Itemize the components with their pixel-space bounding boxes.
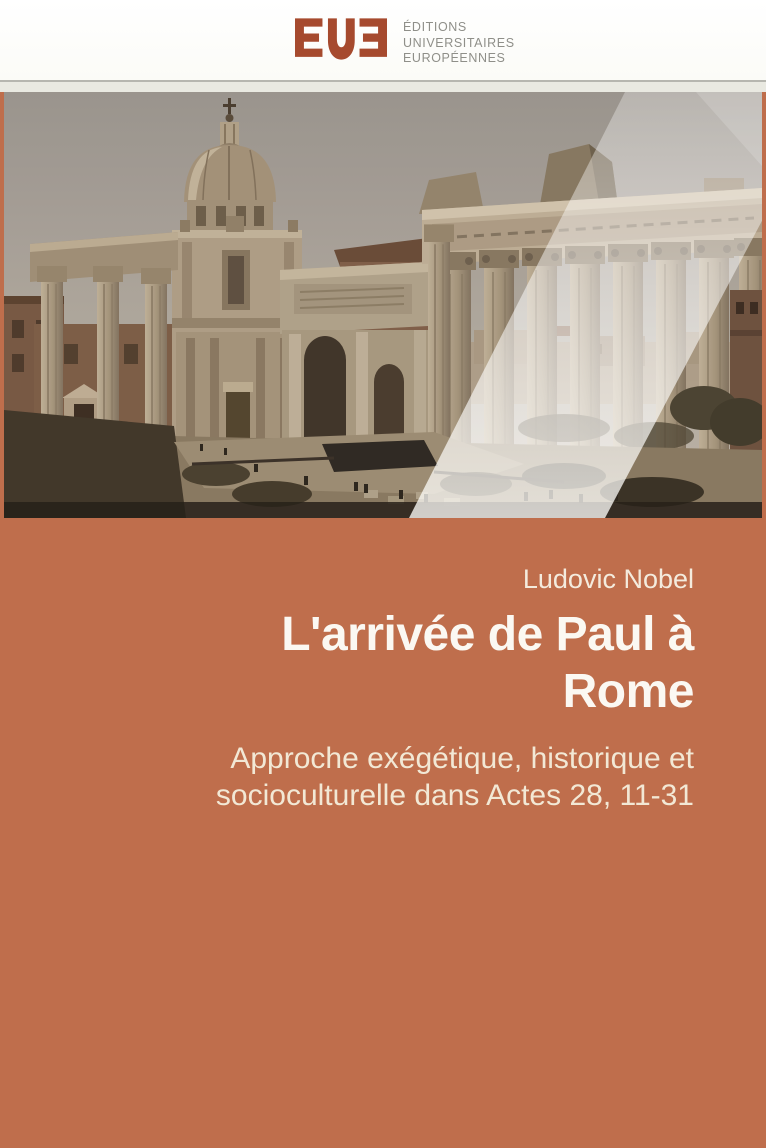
book-title-line: L'arrivée de Paul à: [281, 608, 694, 661]
book-title-line: Rome: [562, 665, 694, 718]
publisher-logo: [295, 12, 515, 67]
book-title: [90, 606, 694, 720]
book-subtitle-line: Approche exégétique, historique et: [230, 742, 694, 775]
publisher-name-line: ÉDITIONS: [403, 20, 467, 34]
book-subtitle-line: socioculturelle dans Actes 28, 11-31: [215, 779, 694, 812]
cover-photo: [4, 92, 762, 518]
author-name: Ludovic Nobel: [522, 564, 694, 594]
publisher-name-line: EUROPÉENNES: [403, 51, 506, 65]
header-divider: [0, 80, 766, 92]
publisher-header: [0, 0, 766, 80]
eue-logo-icon: [295, 16, 387, 62]
publisher-name-line: UNIVERSITAIRES: [403, 35, 515, 50]
roman-forum-photo: [4, 92, 762, 518]
book-subtitle: [90, 740, 694, 814]
cover-panel: [0, 518, 766, 1148]
publisher-name: [403, 20, 515, 67]
